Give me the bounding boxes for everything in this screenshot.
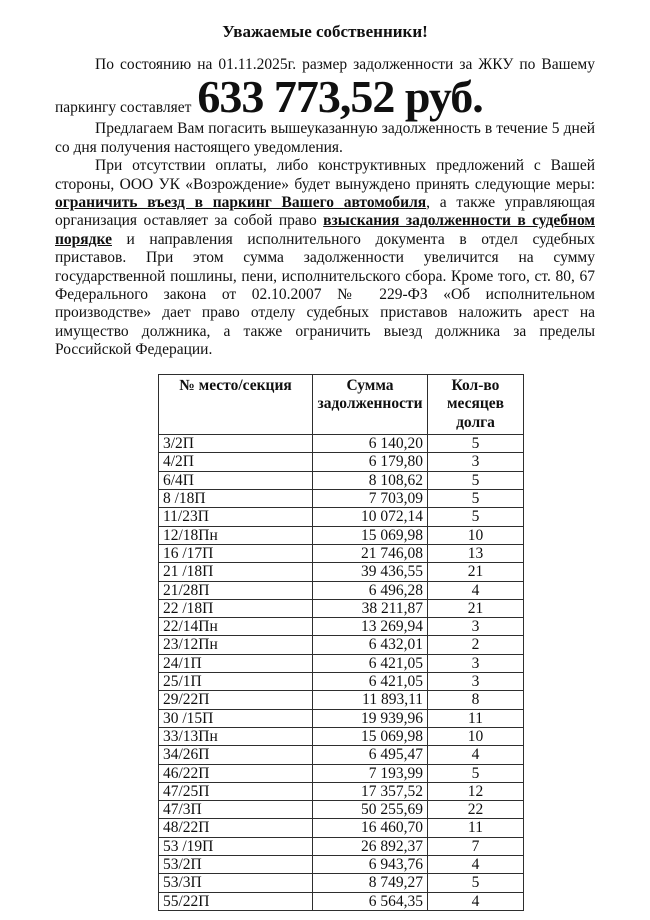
months-cell: 11	[428, 709, 524, 727]
amount-cell: 15 069,98	[313, 727, 428, 745]
place-cell: 21/28П	[159, 581, 313, 599]
table-row	[159, 673, 524, 691]
months-cell: 11	[428, 819, 524, 837]
table-row	[159, 764, 524, 782]
place-cell: 25/1П	[159, 673, 313, 691]
months-cell: 5	[428, 874, 524, 892]
amount-cell: 16 460,70	[313, 819, 428, 837]
months-cell: 3	[428, 453, 524, 471]
header-place: № место/секция	[159, 374, 313, 435]
consequences-paragraph	[55, 157, 595, 359]
intro-text: По состоянию на 01.11.2025г. размер задолженности за ЖКУ по Вашему паркингу составляет	[55, 56, 595, 117]
header-months: Кол-во месяцев долга	[428, 374, 524, 435]
months-cell: 21	[428, 563, 524, 581]
table-row	[159, 654, 524, 672]
amount-cell: 6 496,28	[313, 581, 428, 599]
notice-segment: , а также управляющая организация оставляет за собой право	[55, 194, 595, 230]
table-row	[159, 801, 524, 819]
table-row	[159, 435, 524, 453]
debt-table	[158, 374, 524, 911]
amount-cell: 7 193,99	[313, 764, 428, 782]
notice-segment-court-recovery: взыскания задолженности в судебном порядке	[55, 212, 595, 248]
place-cell: 4/2П	[159, 453, 313, 471]
table-row	[159, 471, 524, 489]
months-cell: 12	[428, 782, 524, 800]
place-cell: 53 /19П	[159, 837, 313, 855]
header-row	[159, 374, 524, 435]
place-cell: 29/22П	[159, 691, 313, 709]
table-row	[159, 599, 524, 617]
table-row	[159, 819, 524, 837]
months-cell: 21	[428, 599, 524, 617]
months-cell: 8	[428, 691, 524, 709]
table-row	[159, 636, 524, 654]
months-cell: 13	[428, 544, 524, 562]
table-row	[159, 453, 524, 471]
debt-table-header	[159, 374, 524, 435]
document-title: Уважаемые собственники!	[222, 22, 428, 41]
place-cell: 6/4П	[159, 471, 313, 489]
table-row	[159, 874, 524, 892]
place-cell: 22/14Пн	[159, 618, 313, 636]
place-cell: 47/25П	[159, 782, 313, 800]
notice-segment: При отсутствии оплаты, либо конструктивных предложений с Вашей стороны, ООО УК «Возрождение» будет вынуждено принять следующие меры:	[55, 157, 595, 193]
table-row	[159, 837, 524, 855]
amount-cell: 10 072,14	[313, 508, 428, 526]
months-cell: 3	[428, 673, 524, 691]
months-cell: 4	[428, 892, 524, 910]
months-cell: 22	[428, 801, 524, 819]
place-cell: 11/23П	[159, 508, 313, 526]
table-row	[159, 563, 524, 581]
amount-cell: 50 255,69	[313, 801, 428, 819]
table-row	[159, 544, 524, 562]
months-cell: 3	[428, 654, 524, 672]
place-cell: 21 /18П	[159, 563, 313, 581]
amount-cell: 8 108,62	[313, 471, 428, 489]
months-cell: 4	[428, 856, 524, 874]
table-row	[159, 691, 524, 709]
amount-cell: 6 432,01	[313, 636, 428, 654]
table-row	[159, 782, 524, 800]
amount-cell: 38 211,87	[313, 599, 428, 617]
months-cell: 5	[428, 508, 524, 526]
table-row	[159, 618, 524, 636]
months-cell: 7	[428, 837, 524, 855]
months-cell: 5	[428, 490, 524, 508]
amount-cell: 15 069,98	[313, 526, 428, 544]
debt-table-body	[159, 435, 524, 911]
months-cell: 4	[428, 581, 524, 599]
months-cell: 2	[428, 636, 524, 654]
months-cell: 10	[428, 727, 524, 745]
amount-cell: 39 436,55	[313, 563, 428, 581]
table-row	[159, 508, 524, 526]
amount-cell: 6 421,05	[313, 673, 428, 691]
months-cell: 5	[428, 764, 524, 782]
table-row	[159, 526, 524, 544]
months-cell: 5	[428, 471, 524, 489]
amount-cell: 6 179,80	[313, 453, 428, 471]
table-row	[159, 490, 524, 508]
amount-cell: 6 421,05	[313, 654, 428, 672]
place-cell: 12/18Пн	[159, 526, 313, 544]
place-cell: 53/2П	[159, 856, 313, 874]
amount-cell: 26 892,37	[313, 837, 428, 855]
amount-cell: 7 703,09	[313, 490, 428, 508]
place-cell: 24/1П	[159, 654, 313, 672]
intro-paragraph	[55, 56, 595, 123]
place-cell: 30 /15П	[159, 709, 313, 727]
amount-cell: 6 140,20	[313, 435, 428, 453]
table-row	[159, 709, 524, 727]
months-cell: 4	[428, 746, 524, 764]
payment-request-paragraph: Предлагаем Вам погасить вышеуказанную задолженность в течение 5 дней со дня получения настоящего уведомления.	[55, 120, 595, 156]
place-cell: 8 /18П	[159, 490, 313, 508]
amount-cell: 6 495,47	[313, 746, 428, 764]
place-cell: 23/12Пн	[159, 636, 313, 654]
place-cell: 33/13Пн	[159, 727, 313, 745]
place-cell: 47/3П	[159, 801, 313, 819]
amount-cell: 19 939,96	[313, 709, 428, 727]
place-cell: 3/2П	[159, 435, 313, 453]
header-amount: Сумма задолженности	[313, 374, 428, 435]
amount-cell: 21 746,08	[313, 544, 428, 562]
place-cell: 55/22П	[159, 892, 313, 910]
notice-segment: и направления исполнительного документа в отдел судебных приставов. При этом сумма задолженности увеличится на сумму государственной пошлины, пени, исполнительского сбора. Кроме того, ст. 80, 67 Федерального закона от 02.10.2007 № 229-ФЗ «Об исполнительном производстве» дает право отделу судебных приставов наложить арест на имущество должника, а также ограничить выезд должника за пределы Российской Федерации.	[55, 230, 595, 359]
place-cell: 46/22П	[159, 764, 313, 782]
table-row	[159, 746, 524, 764]
amount-cell: 8 749,27	[313, 874, 428, 892]
place-cell: 34/26П	[159, 746, 313, 764]
amount-cell: 11 893,11	[313, 691, 428, 709]
place-cell: 53/3П	[159, 874, 313, 892]
months-cell: 5	[428, 435, 524, 453]
months-cell: 10	[428, 526, 524, 544]
debt-amount: 633 773,52 руб.	[197, 71, 483, 123]
table-row	[159, 727, 524, 745]
amount-cell: 6 943,76	[313, 856, 428, 874]
table-row	[159, 892, 524, 910]
amount-cell: 17 357,52	[313, 782, 428, 800]
place-cell: 22 /18П	[159, 599, 313, 617]
amount-cell: 13 269,94	[313, 618, 428, 636]
table-row	[159, 581, 524, 599]
notice-segment-restrict-entry: ограничить въезд в паркинг Вашего автомобиля	[55, 194, 427, 212]
place-cell: 48/22П	[159, 819, 313, 837]
amount-cell: 6 564,35	[313, 892, 428, 910]
table-row	[159, 856, 524, 874]
place-cell: 16 /17П	[159, 544, 313, 562]
months-cell: 3	[428, 618, 524, 636]
